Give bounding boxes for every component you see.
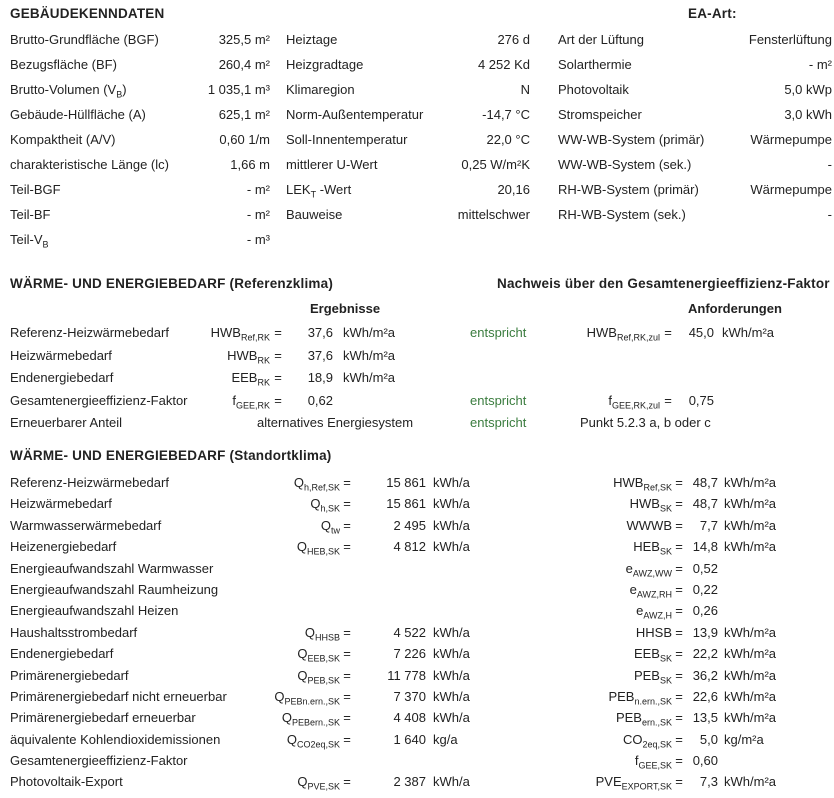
row-label: Photovoltaik-Export	[10, 774, 123, 790]
row-label: Gesamtenergieeffizienz-Faktor	[10, 392, 188, 408]
equals-sign: =	[343, 774, 351, 790]
ea-art-label: EA-Art:	[688, 6, 737, 21]
equals-sign: =	[675, 753, 683, 769]
status-entspricht: entspricht	[470, 392, 527, 408]
specific-value: 5,0	[699, 731, 718, 747]
building-data-row	[10, 177, 270, 202]
row-value: 1,66 m	[230, 157, 270, 172]
equals-sign: =	[343, 667, 351, 683]
site-climate-row	[0, 750, 834, 771]
section-title-building-data: GEBÄUDEKENNDATEN	[10, 6, 165, 21]
site-climate-row	[0, 536, 834, 557]
absolute-unit: kg/a	[433, 731, 458, 747]
building-data-row	[286, 102, 530, 127]
row-label: Energieaufwandszahl Heizen	[10, 603, 179, 619]
equals-sign: =	[675, 475, 683, 490]
row-label: Primärenergiebedarf	[10, 667, 129, 683]
row-label: Heizwärmebedarf	[10, 347, 112, 363]
equals-sign: =	[675, 517, 683, 533]
building-data-column-2	[286, 27, 530, 227]
result-symbol: $f_{GEE,RK}$	[232, 392, 270, 411]
row-label: Referenz-Heizwärmebedarf	[10, 325, 169, 340]
equals-sign: =	[343, 475, 351, 490]
row-label: Teil-BGF	[10, 182, 61, 197]
building-data-row	[10, 77, 270, 102]
result-value: 18,9	[307, 370, 333, 385]
row-value: 3,0 kWh	[784, 107, 832, 122]
specific-unit: kWh/m²a	[724, 774, 776, 790]
specific-value: 0,60	[692, 753, 718, 769]
section-title-site-climate: WÄRME- UND ENERGIEBEDARF (Standortklima)	[10, 448, 332, 463]
absolute-symbol: $Q_{PEBern.,SK}$	[281, 710, 340, 728]
status-entspricht: entspricht	[470, 415, 527, 430]
site-climate-row	[0, 665, 834, 686]
row-value: Wärmepumpe	[750, 132, 832, 147]
site-climate-row	[0, 771, 834, 792]
row-value: - m³	[246, 232, 270, 247]
row-label: charakteristische Länge (lc)	[10, 157, 169, 172]
specific-value: 48,7	[692, 475, 718, 490]
equals-sign: =	[343, 710, 351, 726]
absolute-symbol: $Q_{h,SK}$	[310, 496, 340, 514]
row-label: Heizenergiebedarf	[10, 539, 117, 555]
site-climate-row	[0, 643, 834, 664]
specific-unit: kWh/m²a	[724, 646, 776, 662]
building-data-row	[286, 152, 530, 177]
row-label: Heizgradtage	[286, 57, 364, 72]
reference-climate-rows	[0, 276, 834, 435]
row-value: 5,0 kWp	[784, 82, 832, 97]
requirements-column-header: Anforderungen	[688, 301, 782, 316]
equals-sign: =	[675, 774, 683, 790]
reference-climate-row	[0, 412, 834, 435]
absolute-symbol: $Q_{h,Ref,SK}$	[293, 475, 340, 493]
building-data-row	[558, 152, 832, 177]
row-label: Teil-$V_B$	[10, 232, 49, 250]
absolute-symbol: $Q_{HHSB}$	[304, 624, 340, 643]
row-label: RH-WB-System (sek.)	[558, 207, 686, 222]
row-value: 0,25 W/m²K	[461, 157, 530, 172]
site-climate-row	[0, 729, 834, 750]
absolute-unit: kWh/a	[433, 774, 470, 790]
row-value: mittelschwer	[457, 207, 530, 222]
specific-unit: kWh/m²a	[724, 496, 776, 512]
absolute-symbol: $Q_{PEBn.ern.,SK}$	[274, 688, 340, 707]
building-data-row	[10, 227, 270, 252]
absolute-symbol: $Q_{CO2eq,SK}$	[286, 731, 340, 750]
specific-symbol: WWWB	[626, 517, 672, 533]
row-value: -14,7 °C	[482, 107, 530, 122]
row-label: Solarthermie	[558, 57, 632, 72]
specific-value: 0,22	[692, 581, 718, 597]
equals-sign: =	[675, 646, 683, 662]
row-label: Art der Lüftung	[558, 32, 644, 47]
site-climate-row	[0, 707, 834, 728]
row-label: Klimaregion	[286, 82, 355, 97]
building-data-row	[558, 52, 832, 77]
row-label: Primärenergiebedarf erneuerbar	[10, 710, 196, 726]
row-label: RH-WB-System (primär)	[558, 182, 699, 197]
row-value: Fensterlüftung	[748, 32, 832, 47]
equals-sign: =	[274, 392, 282, 408]
row-label: Brutto-Grundfläche (BGF)	[10, 32, 159, 47]
status-entspricht: entspricht	[470, 325, 527, 340]
row-label: Endenergiebedarf	[10, 370, 114, 385]
row-label: Referenz-Heizwärmebedarf	[10, 475, 169, 490]
absolute-symbol: $Q_{tw}$	[320, 517, 340, 536]
specific-symbol: $PEB_{ern.,SK}$	[615, 710, 672, 728]
result-symbol: $HWB_{Ref,RK}$	[210, 325, 270, 343]
building-data-row	[286, 202, 530, 227]
specific-value: 0,52	[692, 560, 718, 576]
absolute-symbol: $Q_{PVE,SK}$	[297, 774, 340, 793]
reference-climate-row	[0, 345, 834, 368]
site-climate-row	[0, 472, 834, 493]
building-data-row	[558, 202, 832, 227]
row-label: Photovoltaik	[558, 82, 629, 97]
result-symbol: $EEB_{RK}$	[231, 370, 270, 388]
specific-symbol: $e_{AWZ,RH}$	[629, 581, 672, 600]
equals-sign: =	[675, 581, 683, 597]
row-label: Heiztage	[286, 32, 338, 47]
row-label: Norm-Außentemperatur	[286, 107, 424, 122]
equals-sign: =	[664, 325, 672, 340]
equals-sign: =	[675, 667, 683, 683]
equals-sign: =	[675, 496, 683, 512]
absolute-unit: kWh/a	[433, 517, 470, 533]
row-value: -	[827, 207, 832, 222]
row-label: $LEK_T$ -Wert	[286, 182, 352, 200]
equals-sign: =	[343, 517, 351, 533]
site-climate-section	[0, 448, 834, 793]
row-value: N	[520, 82, 530, 97]
absolute-unit: kWh/a	[433, 688, 470, 704]
specific-symbol: $CO_{2eq,SK}$	[622, 731, 672, 750]
reference-climate-row	[0, 367, 834, 390]
building-data-row	[10, 102, 270, 127]
specific-value: 13,9	[692, 624, 718, 640]
absolute-value: 2 495	[393, 517, 426, 533]
specific-value: 7,3	[699, 774, 718, 790]
absolute-value: 2 387	[393, 774, 426, 790]
specific-value: 22,6	[692, 688, 718, 704]
requirement-group	[570, 390, 722, 413]
specific-unit: kWh/m²a	[724, 710, 776, 726]
equals-sign: =	[675, 560, 683, 576]
result-unit: kWh/m²a	[343, 370, 395, 385]
building-data-row	[558, 102, 832, 127]
row-value: - m²	[246, 182, 270, 197]
specific-unit: kWh/m²a	[724, 667, 776, 683]
absolute-unit: kWh/a	[433, 667, 470, 683]
specific-value: 7,7	[699, 517, 718, 533]
building-data-row	[286, 27, 530, 52]
result-value: 37,6	[307, 325, 333, 340]
row-label: Gesamtenergieeffizienz-Faktor	[10, 753, 188, 769]
specific-symbol: $HWB_{SK}$	[629, 496, 672, 514]
specific-symbol: $PEB_{SK}$	[633, 667, 672, 686]
result-value: 0,62	[307, 392, 333, 408]
site-climate-row	[0, 622, 834, 643]
specific-symbol: $PVE_{EXPORT,SK}$	[595, 774, 672, 793]
absolute-symbol: $Q_{PEB,SK}$	[297, 667, 340, 686]
site-climate-row	[0, 579, 834, 600]
requirement-value: 45,0	[688, 325, 714, 340]
row-value: 4 252 Kd	[477, 57, 530, 72]
specific-value: 14,8	[692, 539, 718, 555]
equals-sign: =	[343, 496, 351, 512]
absolute-unit: kWh/a	[433, 475, 470, 490]
specific-symbol: $EEB_{SK}$	[633, 646, 672, 664]
row-value: 22,0 °C	[486, 132, 530, 147]
equals-sign: =	[274, 370, 282, 385]
row-label: Bauweise	[286, 207, 343, 222]
absolute-symbol: $Q_{EEB,SK}$	[297, 646, 340, 664]
row-label: Teil-BF	[10, 207, 51, 222]
equals-sign: =	[675, 731, 683, 747]
equals-sign: =	[664, 392, 672, 408]
row-label: Gebäude-Hüllfläche (A)	[10, 107, 146, 122]
row-label: äquivalente Kohlendioxidemissionen	[10, 731, 221, 747]
specific-unit: kWh/m²a	[724, 624, 776, 640]
absolute-value: 7 370	[393, 688, 426, 704]
row-value: 0,60 1/m	[219, 132, 270, 147]
specific-unit: kWh/m²a	[724, 688, 776, 704]
specific-symbol: $PEB_{n.ern.,SK}$	[608, 688, 672, 707]
row-value: 325,5 m²	[218, 32, 270, 47]
absolute-unit: kWh/a	[433, 496, 470, 512]
specific-symbol: $e_{AWZ,H}$	[636, 603, 672, 621]
equals-sign: =	[274, 325, 282, 340]
equals-sign: =	[675, 539, 683, 555]
row-value: - m²	[808, 57, 832, 72]
building-data-row	[10, 202, 270, 227]
requirement-group	[570, 322, 774, 345]
row-label: Primärenergiebedarf nicht erneuerbar	[10, 688, 227, 704]
result-unit: kWh/m²a	[343, 347, 395, 363]
absolute-value: 4 812	[393, 539, 426, 555]
absolute-value: 15 861	[386, 496, 426, 512]
row-label: Energieaufwandszahl Warmwasser	[10, 560, 214, 576]
requirement-unit: kWh/m²a	[722, 325, 774, 340]
site-climate-row	[0, 515, 834, 536]
gee-proof-title: Nachweis über den Gesamtenergieeffizienz-Faktor	[497, 276, 830, 291]
absolute-value: 15 861	[386, 475, 426, 490]
row-value: Wärmepumpe	[750, 182, 832, 197]
site-climate-row	[0, 600, 834, 621]
building-data-row	[10, 152, 270, 177]
equals-sign: =	[343, 624, 351, 640]
row-label: WW-WB-System (primär)	[558, 132, 705, 147]
equals-sign: =	[343, 688, 351, 704]
row-label: Warmwasserwärmebedarf	[10, 517, 162, 533]
building-data-row	[558, 27, 832, 52]
absolute-unit: kWh/a	[433, 624, 470, 640]
building-data-row	[558, 77, 832, 102]
building-data-column-1	[10, 27, 270, 252]
specific-symbol: HHSB	[635, 624, 672, 640]
building-data-row	[286, 177, 530, 202]
specific-unit: kWh/m²a	[724, 475, 776, 490]
equals-sign: =	[675, 624, 683, 640]
row-label: Kompaktheit (A/V)	[10, 132, 116, 147]
specific-symbol: $HWB_{Ref,SK}$	[613, 475, 672, 493]
row-value: 276 d	[497, 32, 530, 47]
reference-climate-row	[0, 390, 834, 413]
specific-symbol: $HEB_{SK}$	[633, 539, 672, 557]
building-data-row	[10, 27, 270, 52]
row-label: Heizwärmebedarf	[10, 496, 112, 512]
specific-unit: kWh/m²a	[724, 539, 776, 555]
specific-value: 36,2	[692, 667, 718, 683]
absolute-unit: kWh/a	[433, 539, 470, 555]
building-data-row	[558, 177, 832, 202]
row-value: 1 035,1 m³	[207, 82, 270, 97]
site-climate-rows	[0, 448, 834, 793]
row-value: -	[827, 157, 832, 172]
result-unit: kWh/m²a	[343, 325, 395, 340]
specific-unit: kWh/m²a	[724, 517, 776, 533]
row-label: Endenergiebedarf	[10, 646, 114, 662]
requirement-symbol: $HWB_{Ref,RK,zul}$	[586, 325, 660, 343]
specific-symbol: $f_{GEE,SK}$	[634, 753, 672, 771]
row-label: Energieaufwandszahl Raumheizung	[10, 581, 219, 597]
absolute-value: 1 640	[393, 731, 426, 747]
building-data-row	[286, 52, 530, 77]
row-label: Haushaltsstrombedarf	[10, 624, 138, 640]
requirement-value: 0,75	[688, 392, 714, 408]
results-column-header: Ergebnisse	[310, 301, 381, 316]
specific-unit: kg/m²a	[724, 731, 764, 747]
site-climate-row	[0, 493, 834, 514]
equals-sign: =	[274, 347, 282, 363]
absolute-value: 4 522	[393, 624, 426, 640]
absolute-unit: kWh/a	[433, 710, 470, 726]
requirement-symbol: $f_{GEE,RK,zul}$	[608, 392, 660, 411]
equals-sign: =	[675, 688, 683, 704]
row-value: 20,16	[497, 182, 530, 197]
building-data-row	[10, 52, 270, 77]
section-title-reference-climate: WÄRME- UND ENERGIEBEDARF (Referenzklima)	[10, 276, 334, 291]
row-label: Stromspeicher	[558, 107, 642, 122]
requirement-text: Punkt 5.2.3 a, b oder c	[580, 415, 711, 430]
result-value: 37,6	[307, 347, 333, 363]
absolute-value: 11 778	[387, 667, 426, 683]
building-data-row	[286, 127, 530, 152]
equals-sign: =	[343, 731, 351, 747]
absolute-unit: kWh/a	[433, 646, 470, 662]
row-label: mittlerer U-Wert	[286, 157, 378, 172]
alternative-system-text: alternatives Energiesystem	[257, 415, 414, 430]
row-value: 625,1 m²	[218, 107, 270, 122]
specific-symbol: $e_{AWZ,WW}$	[625, 560, 672, 579]
result-symbol: $HWB_{RK}$	[227, 347, 270, 366]
building-data-row	[286, 77, 530, 102]
specific-value: 48,7	[692, 496, 718, 512]
row-label: WW-WB-System (sek.)	[558, 157, 692, 172]
row-label: Brutto-Volumen $(V_B)$	[10, 82, 127, 100]
specific-value: 0,26	[692, 603, 718, 619]
site-climate-row	[0, 558, 834, 579]
building-data-row	[558, 127, 832, 152]
equals-sign: =	[675, 710, 683, 726]
absolute-value: 4 408	[393, 710, 426, 726]
building-data-row	[10, 127, 270, 152]
equals-sign: =	[675, 603, 683, 619]
reference-climate-section	[0, 276, 834, 435]
equals-sign: =	[343, 539, 351, 555]
row-label: Soll-Innentemperatur	[286, 132, 408, 147]
site-climate-row	[0, 686, 834, 707]
building-data-column-3	[558, 27, 832, 227]
absolute-value: 7 226	[393, 646, 426, 662]
equals-sign: =	[343, 646, 351, 662]
specific-value: 22,2	[692, 646, 718, 662]
absolute-symbol: $Q_{HEB,SK}$	[296, 539, 340, 557]
row-label: Bezugsfläche (BF)	[10, 57, 117, 72]
row-value: 260,4 m²	[218, 57, 270, 72]
row-value: - m²	[246, 207, 270, 222]
reference-climate-row	[0, 322, 834, 345]
specific-value: 13,5	[692, 710, 718, 726]
row-label: Erneuerbarer Anteil	[10, 415, 123, 430]
